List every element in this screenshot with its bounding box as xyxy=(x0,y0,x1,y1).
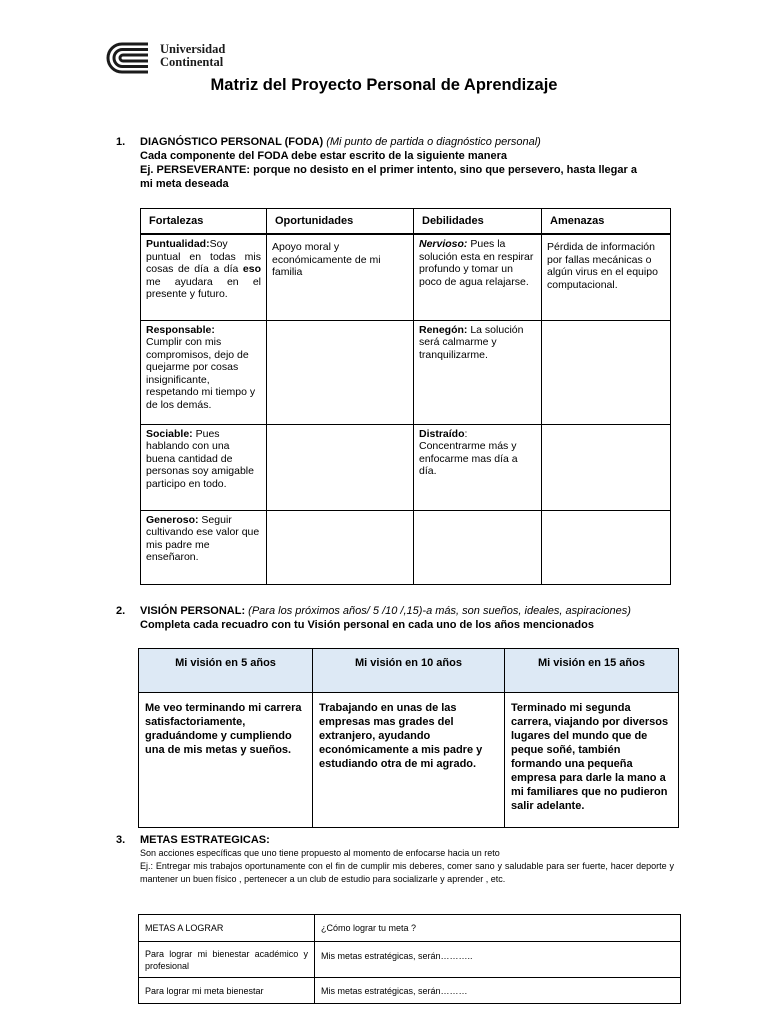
foda-threat-cell: Pérdida de información por fallas mecánicas o algún virus en el equipo computacional. xyxy=(542,234,671,320)
goals-header-how: ¿Cómo lograr tu meta ? xyxy=(315,915,681,942)
weakness-label: Distraído xyxy=(419,427,465,440)
foda-header-weaknesses: Debilidades xyxy=(414,209,542,235)
foda-weakness-cell xyxy=(414,424,542,510)
section2-text xyxy=(140,604,700,632)
section3-line3: Ej.: Entregar mis trabajos oportunamente con el fin de cumplir mis deberes, comer sano y saludable para ser fuerte, hacer deporte y mantener un buen físico , pertenecer a un club de estudio para socializarle y aprender , etc. xyxy=(140,861,674,884)
foda-header-row xyxy=(141,209,671,235)
section2-number: 2. xyxy=(116,605,126,617)
foda-weakness-cell xyxy=(414,234,542,320)
strength-text-2: me ayudara en el presente y futuro. xyxy=(146,275,261,300)
foda-weakness-cell xyxy=(414,320,542,424)
vision-table xyxy=(138,648,679,828)
logo-line1: Universidad xyxy=(160,42,226,56)
foda-header-opportunities: Oportunidades xyxy=(267,209,414,235)
document-title: Matriz del Proyecto Personal de Aprendizaje xyxy=(210,76,558,94)
strength-label: Responsable: xyxy=(146,323,215,336)
foda-threat-cell xyxy=(542,320,671,424)
foda-row xyxy=(141,424,671,510)
section1-number: 1. xyxy=(116,136,126,148)
foda-opportunity-cell xyxy=(267,424,414,510)
goal-cell: Para lograr mi meta bienestar xyxy=(139,978,315,1004)
strength-text: Seguir cultivando ese valor que mis padre me enseñaron. xyxy=(146,513,260,563)
foda-strength-cell xyxy=(141,510,267,584)
foda-row xyxy=(141,234,671,320)
strength-label: Sociable: xyxy=(146,427,193,440)
foda-strength-cell xyxy=(141,234,267,320)
vision-header-5: Mi visión en 5 años xyxy=(139,649,313,693)
how-cell: Mis metas estratégicas, serán……… xyxy=(315,978,681,1004)
strength-text: Pues hablando con una buena cantidad de personas soy amigable participo en todo. xyxy=(146,427,254,490)
section1-heading-note: (Mi punto de partida o diagnóstico personal) xyxy=(326,136,541,148)
foda-opportunity-cell: Apoyo moral y económicamente de mi familia xyxy=(267,234,414,320)
vision-body-row xyxy=(139,693,679,828)
foda-strength-cell xyxy=(141,424,267,510)
goals-row xyxy=(139,942,681,978)
vision-cell-5: Me veo terminando mi carrera satisfactoriamente, graduándome y cumpliendo una de mis metas y sueños. xyxy=(139,693,313,828)
section3-number: 3. xyxy=(116,834,126,846)
how-cell: Mis metas estratégicas, serán……….. xyxy=(315,942,681,978)
strength-text: Soy puntual en todas mis cosas de día a día xyxy=(146,238,261,275)
strength-bold: eso xyxy=(242,263,261,275)
foda-table xyxy=(140,208,671,585)
section3-line2: Son acciones específicas que uno tiene propuesto al momento de enfocarse hacia un reto xyxy=(140,848,500,858)
section2-line2: Completa cada recuadro con tu Visión personal en cada uno de los años mencionados xyxy=(140,619,594,631)
section1-example-text: porque no desisto en el primer intento, sino que persevero, hasta llegar a xyxy=(250,164,637,176)
weakness-label: Renegón: xyxy=(419,323,468,336)
foda-row xyxy=(141,320,671,424)
strength-label: Generoso: xyxy=(146,513,199,526)
weakness-label: Nervioso: xyxy=(419,238,468,250)
university-logo-icon xyxy=(104,40,154,76)
foda-threat-cell xyxy=(542,424,671,510)
foda-opportunity-cell xyxy=(267,510,414,584)
section1-line2: Cada componente del FODA debe estar escrito de la siguiente manera xyxy=(140,150,507,162)
foda-header-threats: Amenazas xyxy=(542,209,671,235)
section2-heading: VISIÓN PERSONAL: xyxy=(140,605,246,617)
vision-cell-15: Terminado mi segunda carrera, viajando por diversos lugares del mundo que de peque soñé, también formando una pequeña empresa para darle la mano a mi familiares que no pudieron salir adelante. xyxy=(505,693,679,828)
weakness-text: : Concentrarme más y enfocarme mas día a día. xyxy=(419,427,518,477)
goals-row xyxy=(139,978,681,1004)
weakness-text: La solución será calmarme y tranquilizarme. xyxy=(419,323,524,361)
section3-text xyxy=(140,833,674,886)
weakness-text: Pues la solución esta en respirar profundo y tomar un poco de agua relajarse. xyxy=(419,238,534,288)
section2-heading-note: (Para los próximos años/ 5 /10 /,15)-a más, son sueños, ideales, aspiraciones) xyxy=(245,605,631,617)
foda-strength-cell xyxy=(141,320,267,424)
section1-heading: DIAGNÓSTICO PERSONAL (FODA) xyxy=(140,136,324,148)
foda-threat-cell xyxy=(542,510,671,584)
section1-example-label: Ej. PERSEVERANTE: xyxy=(140,164,251,176)
section1-text xyxy=(140,135,680,191)
section3-heading: METAS ESTRATEGICAS: xyxy=(140,834,270,846)
strength-label: Puntualidad: xyxy=(146,238,210,250)
goals-header-row xyxy=(139,915,681,942)
foda-row xyxy=(141,510,671,584)
goals-table xyxy=(138,914,681,1004)
foda-header-strengths: Fortalezas xyxy=(141,209,267,235)
vision-header-10: Mi visión en 10 años xyxy=(313,649,505,693)
logo-line2: Continental xyxy=(160,55,224,69)
strength-text: Cumplir con mis compromisos, dejo de quejarme por cosas insignificante, respetando mi tiempo y de los demás. xyxy=(146,336,256,411)
logo-text xyxy=(160,43,225,69)
section1-line4: mi meta deseada xyxy=(140,178,229,190)
foda-weakness-cell xyxy=(414,510,542,584)
foda-opportunity-cell xyxy=(267,320,414,424)
vision-header-15: Mi visión en 15 años xyxy=(505,649,679,693)
goals-header-goal: METAS A LOGRAR xyxy=(139,915,315,942)
vision-cell-10: Trabajando en unas de las empresas mas grades del extranjero, ayudando económicamente a mis padre y estudiando otra de mi agrado. xyxy=(313,693,505,828)
goal-cell: Para lograr mi bienestar académico y profesional xyxy=(139,942,315,978)
vision-header-row xyxy=(139,649,679,693)
